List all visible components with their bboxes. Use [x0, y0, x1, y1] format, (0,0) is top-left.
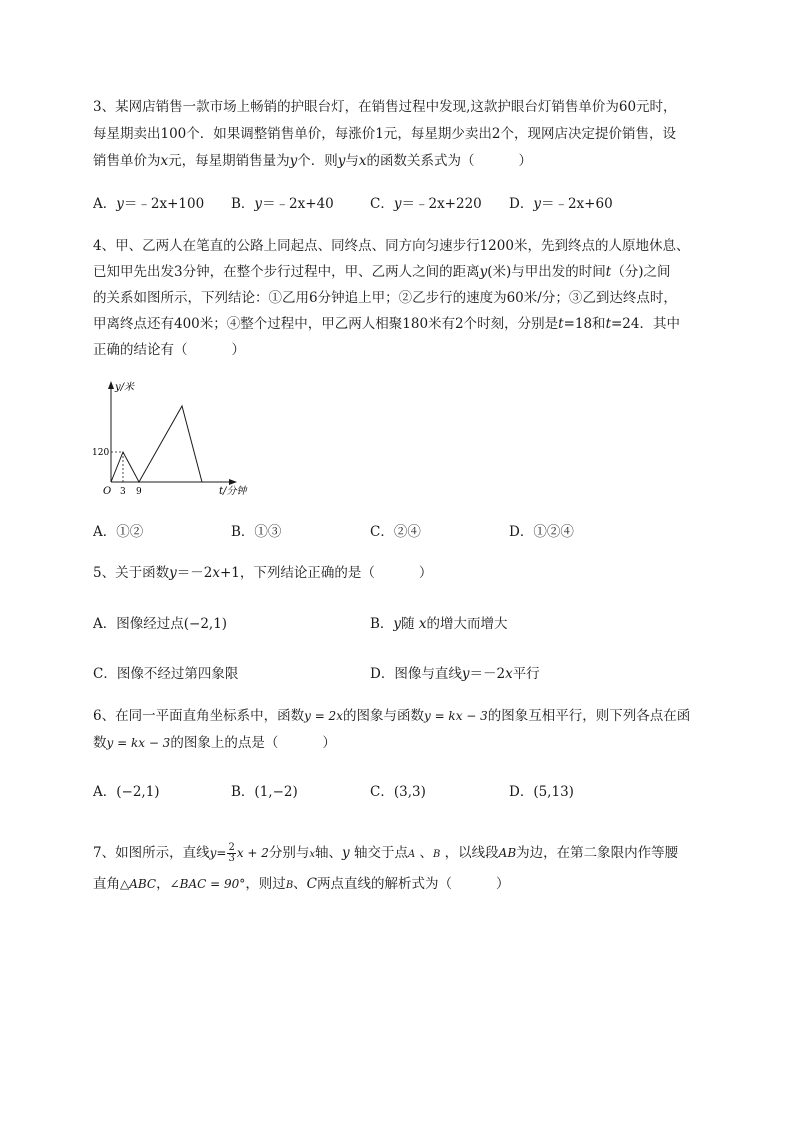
q6-line-1: 6、在同一平面直角坐标系中，函数y = 2x的图象与函数y = kx − 3的图象互相平行，则下列各点在函 [93, 708, 691, 724]
q4-line-5: 正确的结论有（ ） [93, 342, 245, 358]
q4-option-a[interactable]: A．①② [93, 524, 144, 540]
x-tick-3: 3 [120, 487, 126, 497]
q7-line-2: 直角△ABC，∠BAC = 90°，则过B、C两点直线的解析式为（ ） [93, 876, 510, 892]
q4-line-2: 已知甲先出发3分钟，在整个步行过程中，甲、乙两人之间的距离y(米)与甲出发的时间t（分)之间 [93, 264, 671, 280]
q4-option-c[interactable]: C．②④ [370, 524, 421, 540]
q7-line-1: 7、如图所示，直线y= $\frac{2}{3}$ x + 2分别与x轴、y 轴交于点A 、B ，以线段AB为边，在第二象限内作等腰 [93, 842, 679, 864]
q5-option-a[interactable]: A．图像经过点(−2,1) [93, 616, 228, 632]
q3-option-d[interactable]: D．y＝﹣2x+60 [509, 196, 613, 212]
x-axis-label: t/分钟 [219, 486, 247, 497]
y-tick-120: 120 [92, 448, 110, 458]
q7-fraction: $\frac{2}{3}$ [228, 842, 235, 864]
y-axis-label: y/米 [115, 382, 135, 393]
q6-option-c[interactable]: C．(3,3) [370, 784, 426, 800]
q3-option-c[interactable]: C．y＝﹣2x+220 [370, 196, 482, 212]
q4-line-3: 的关系如图所示，下列结论：①乙用6分钟追上甲；②乙步行的速度为60米/分；③乙到达终点时， [93, 290, 677, 306]
q3-line-2: 每星期卖出100个．如果调整销售单价，每涨价1元，每星期少卖出2个，现网店决定提价销售，设 [93, 126, 676, 142]
x-axis-arrow [229, 479, 237, 485]
q3-option-b[interactable]: B．y＝﹣2x+40 [231, 196, 334, 212]
distance-polyline [111, 406, 202, 482]
q3-line-1: 3、某网店销售一款市场上畅销的护眼台灯，在销售过程中发现,这款护眼台灯销售单价为60元时， [93, 99, 677, 115]
q5-stem: 5、关于函数y＝－2x+1，下列结论正确的是（ ） [93, 565, 433, 581]
origin-label: O [103, 486, 112, 497]
q4-graph [88, 378, 258, 500]
q4-option-d[interactable]: D．①②④ [509, 524, 574, 540]
q4-line-4: 甲离终点还有400米；④整个过程中，甲乙两人相聚180米有2个时刻，分别是t=18和t=24．其中 [93, 316, 680, 332]
q6-option-b[interactable]: B．(1,−2) [231, 784, 298, 800]
q3-option-a[interactable]: A．y＝﹣2x+100 [93, 196, 205, 212]
q5-option-c[interactable]: C．图像不经过第四象限 [93, 666, 239, 682]
q5-option-b[interactable]: B．y随 x的增大而增大 [370, 616, 508, 632]
q6-line-2: 数y = kx − 3的图象上的点是（ ） [93, 735, 336, 751]
y-axis-arrow [108, 381, 114, 389]
q4-option-b[interactable]: B．①③ [231, 524, 282, 540]
q6-option-a[interactable]: A．(−2,1) [93, 784, 160, 800]
q3-line-3: 销售单价为x元，每星期销售量为y个．则y与x的函数关系式为（ ） [93, 153, 533, 169]
q5-option-d[interactable]: D．图像与直线y＝－2x平行 [370, 666, 540, 682]
q4-line-1: 4、甲、乙两人在笔直的公路上同起点、同终点、同方向匀速步行1200米，先到终点的人原地休息、 [93, 238, 690, 254]
q6-option-d[interactable]: D．(5,13) [509, 784, 574, 800]
x-tick-9: 9 [136, 487, 142, 497]
